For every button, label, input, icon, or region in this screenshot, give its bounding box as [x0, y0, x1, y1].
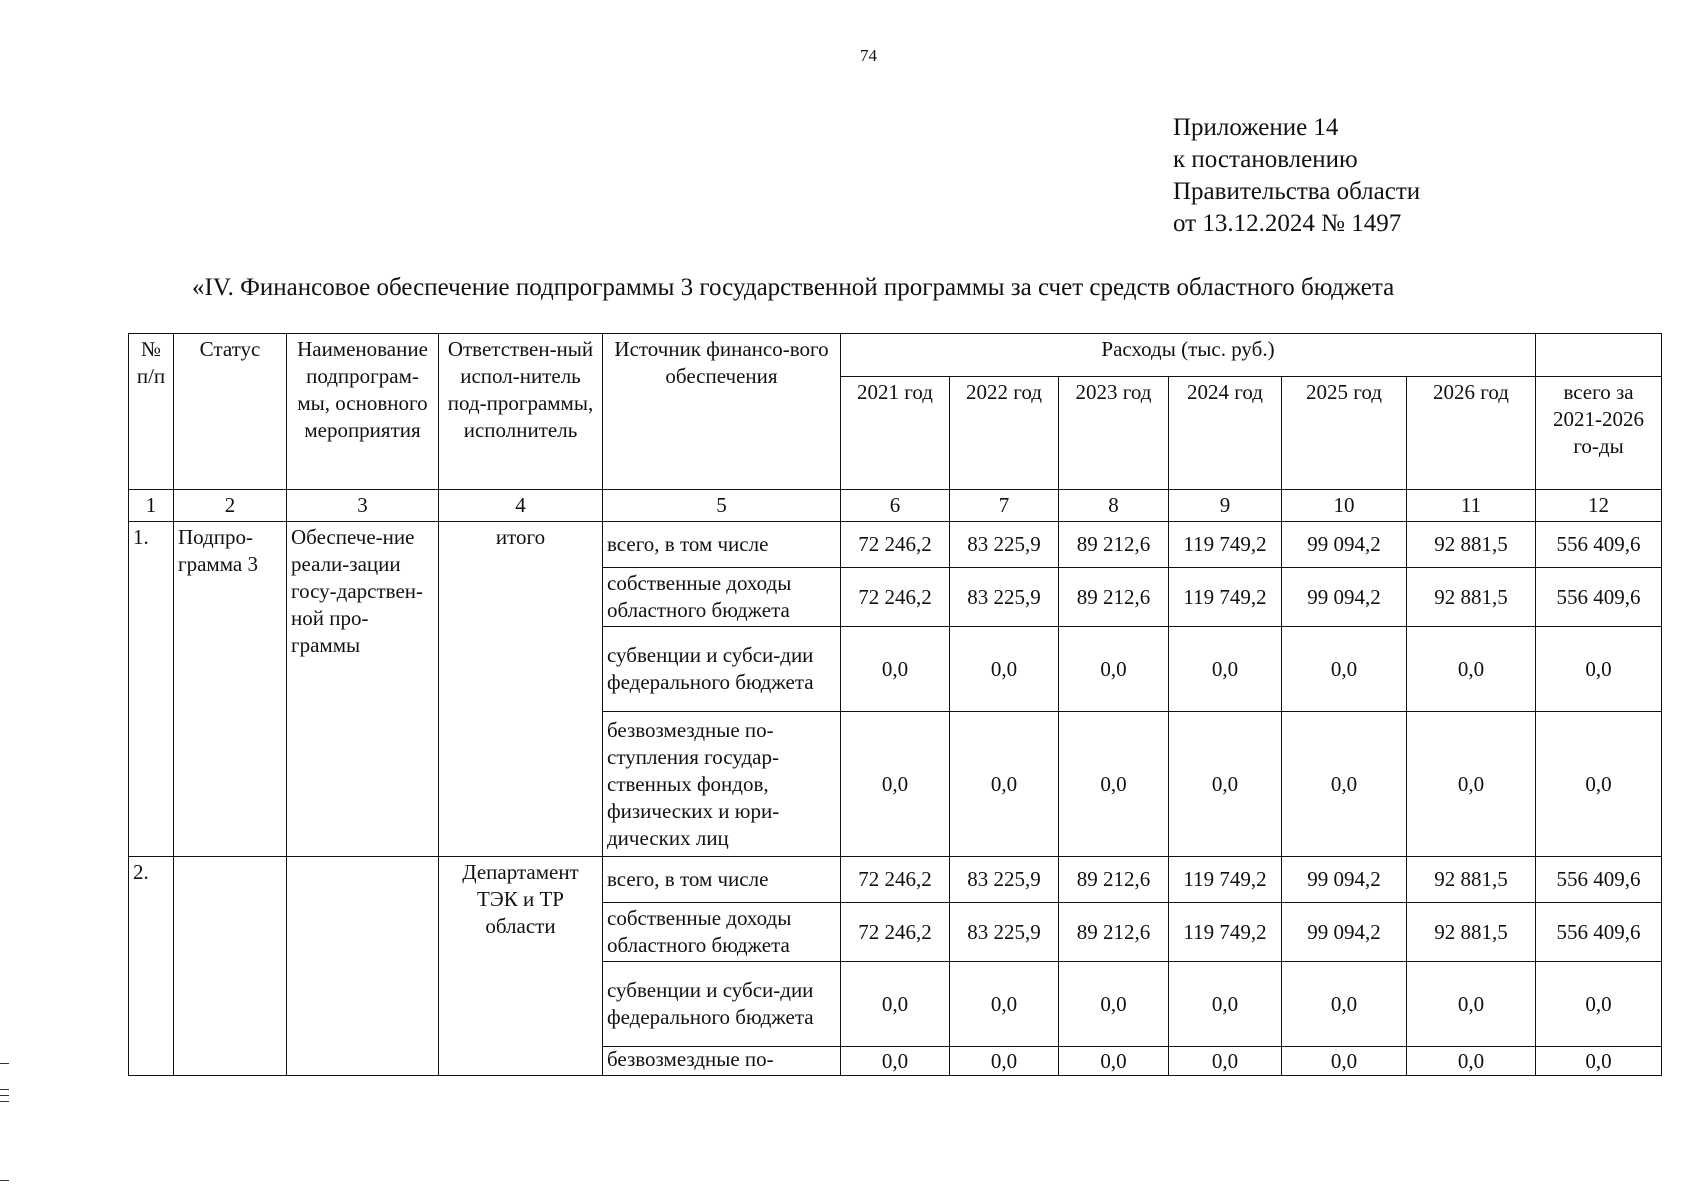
- source-cell: безвозмездные по-ступления государ-ственных фондов, физических и юри-дических лиц: [603, 712, 841, 857]
- value-cell: 0,0: [1282, 1047, 1407, 1076]
- source-cell: безвозмездные по-: [603, 1047, 841, 1076]
- value-cell: 72 246,2: [841, 568, 950, 627]
- value-cell: 99 094,2: [1282, 568, 1407, 627]
- value-cell: 92 881,5: [1407, 857, 1536, 903]
- value-cell: 72 246,2: [841, 857, 950, 903]
- value-cell: 0,0: [1169, 962, 1282, 1047]
- value-cell: 556 409,6: [1536, 857, 1662, 903]
- margin-mark: [0, 1101, 9, 1102]
- value-cell: 0,0: [841, 712, 950, 857]
- header-year-2024: 2024 год: [1169, 377, 1282, 490]
- value-cell: 556 409,6: [1536, 568, 1662, 627]
- row-num: 1.: [129, 522, 174, 857]
- value-cell: 119 749,2: [1169, 903, 1282, 962]
- value-cell: 0,0: [1536, 712, 1662, 857]
- value-cell: 0,0: [950, 712, 1059, 857]
- col-index: 5: [603, 490, 841, 522]
- value-cell: 0,0: [1407, 712, 1536, 857]
- value-cell: 0,0: [950, 962, 1059, 1047]
- value-cell: 89 212,6: [1059, 903, 1169, 962]
- table-row: [129, 857, 1662, 903]
- col-index: 1: [129, 490, 174, 522]
- value-cell: 119 749,2: [1169, 568, 1282, 627]
- value-cell: 556 409,6: [1536, 522, 1662, 568]
- value-cell: 0,0: [1169, 627, 1282, 712]
- source-cell: всего, в том числе: [603, 857, 841, 903]
- col-index: 9: [1169, 490, 1282, 522]
- value-cell: 119 749,2: [1169, 522, 1282, 568]
- value-cell: 0,0: [1536, 1047, 1662, 1076]
- col-index: 4: [439, 490, 603, 522]
- value-cell: 83 225,9: [950, 857, 1059, 903]
- source-cell: субвенции и субси-дии федерального бюджета: [603, 962, 841, 1047]
- appendix-line-3: Правительства области: [1173, 178, 1421, 205]
- col-index: 2: [174, 490, 287, 522]
- value-cell: 89 212,6: [1059, 857, 1169, 903]
- margin-mark: [0, 1089, 9, 1090]
- header-year-2025: 2025 год: [1282, 377, 1407, 490]
- header-empty: [1536, 334, 1662, 377]
- row-status: Подпро-грамма 3: [174, 522, 287, 857]
- row-executor: итого: [439, 522, 603, 857]
- value-cell: 0,0: [1059, 962, 1169, 1047]
- value-cell: 83 225,9: [950, 568, 1059, 627]
- value-cell: 0,0: [1059, 712, 1169, 857]
- value-cell: 0,0: [1282, 627, 1407, 712]
- appendix-line-1: Приложение 14: [1173, 114, 1339, 141]
- header-year-2021: 2021 год: [841, 377, 950, 490]
- value-cell: 92 881,5: [1407, 903, 1536, 962]
- value-cell: 0,0: [1282, 712, 1407, 857]
- value-cell: 83 225,9: [950, 903, 1059, 962]
- table-row: [129, 522, 1662, 568]
- value-cell: 0,0: [1407, 1047, 1536, 1076]
- header-executor: Ответствен-ный испол-нитель под-программы, исполнитель: [439, 334, 603, 490]
- header-status: Статус: [174, 334, 287, 490]
- value-cell: 92 881,5: [1407, 568, 1536, 627]
- value-cell: 92 881,5: [1407, 522, 1536, 568]
- source-cell: всего, в том числе: [603, 522, 841, 568]
- value-cell: 0,0: [1169, 1047, 1282, 1076]
- column-index-row: [129, 490, 1662, 522]
- row-name: [287, 857, 439, 1076]
- value-cell: 83 225,9: [950, 522, 1059, 568]
- value-cell: 0,0: [1282, 962, 1407, 1047]
- header-source: Источник финансо-вого обеспечения: [603, 334, 841, 490]
- value-cell: 99 094,2: [1282, 857, 1407, 903]
- page-number: 74: [860, 46, 877, 65]
- header-expenses: Расходы (тыс. руб.): [841, 334, 1536, 377]
- value-cell: 0,0: [950, 627, 1059, 712]
- col-index: 10: [1282, 490, 1407, 522]
- value-cell: 0,0: [950, 1047, 1059, 1076]
- col-index: 8: [1059, 490, 1169, 522]
- row-status: [174, 857, 287, 1076]
- header-year-2022: 2022 год: [950, 377, 1059, 490]
- financing-table: [128, 333, 1662, 1076]
- value-cell: 72 246,2: [841, 522, 950, 568]
- value-cell: 0,0: [841, 627, 950, 712]
- header-name: Наименование подпрограм-мы, основного мероприятия: [287, 334, 439, 490]
- col-index: 3: [287, 490, 439, 522]
- header-year-2026: 2026 год: [1407, 377, 1536, 490]
- row-executor: Департамент ТЭК и ТР области: [439, 857, 603, 1076]
- value-cell: 0,0: [1059, 627, 1169, 712]
- value-cell: 0,0: [1169, 712, 1282, 857]
- value-cell: 0,0: [1536, 627, 1662, 712]
- col-index: 12: [1536, 490, 1662, 522]
- margin-mark: [0, 1180, 9, 1181]
- header-row: [129, 334, 1662, 377]
- source-cell: собственные доходы областного бюджета: [603, 568, 841, 627]
- appendix-note: [1173, 112, 1420, 240]
- header-num: № п/п: [129, 334, 174, 490]
- source-cell: субвенции и субси-дии федерального бюджета: [603, 627, 841, 712]
- value-cell: 0,0: [1536, 962, 1662, 1047]
- value-cell: 0,0: [1407, 962, 1536, 1047]
- section-heading: «IV. Финансовое обеспечение подпрограммы 3 государственной программы за счет средств областного бюджета: [192, 274, 1395, 301]
- margin-mark: [0, 1095, 9, 1096]
- col-index: 11: [1407, 490, 1536, 522]
- row-name: Обеспече-ние реали-зации госу-дарствен-ной про-граммы: [287, 522, 439, 857]
- row-num: 2.: [129, 857, 174, 1076]
- value-cell: 0,0: [841, 962, 950, 1047]
- value-cell: 99 094,2: [1282, 522, 1407, 568]
- col-index: 6: [841, 490, 950, 522]
- value-cell: 89 212,6: [1059, 522, 1169, 568]
- value-cell: 0,0: [1059, 1047, 1169, 1076]
- value-cell: 119 749,2: [1169, 857, 1282, 903]
- value-cell: 556 409,6: [1536, 903, 1662, 962]
- value-cell: 99 094,2: [1282, 903, 1407, 962]
- col-index: 7: [950, 490, 1059, 522]
- header-total: всего за 2021-2026 го-ды: [1536, 377, 1662, 490]
- appendix-line-4: от 13.12.2024 № 1497: [1173, 210, 1402, 237]
- value-cell: 0,0: [841, 1047, 950, 1076]
- source-cell: собственные доходы областного бюджета: [603, 903, 841, 962]
- margin-mark: [0, 1063, 9, 1064]
- value-cell: 72 246,2: [841, 903, 950, 962]
- value-cell: 89 212,6: [1059, 568, 1169, 627]
- value-cell: 0,0: [1407, 627, 1536, 712]
- header-year-2023: 2023 год: [1059, 377, 1169, 490]
- appendix-line-2: к постановлению: [1173, 146, 1358, 173]
